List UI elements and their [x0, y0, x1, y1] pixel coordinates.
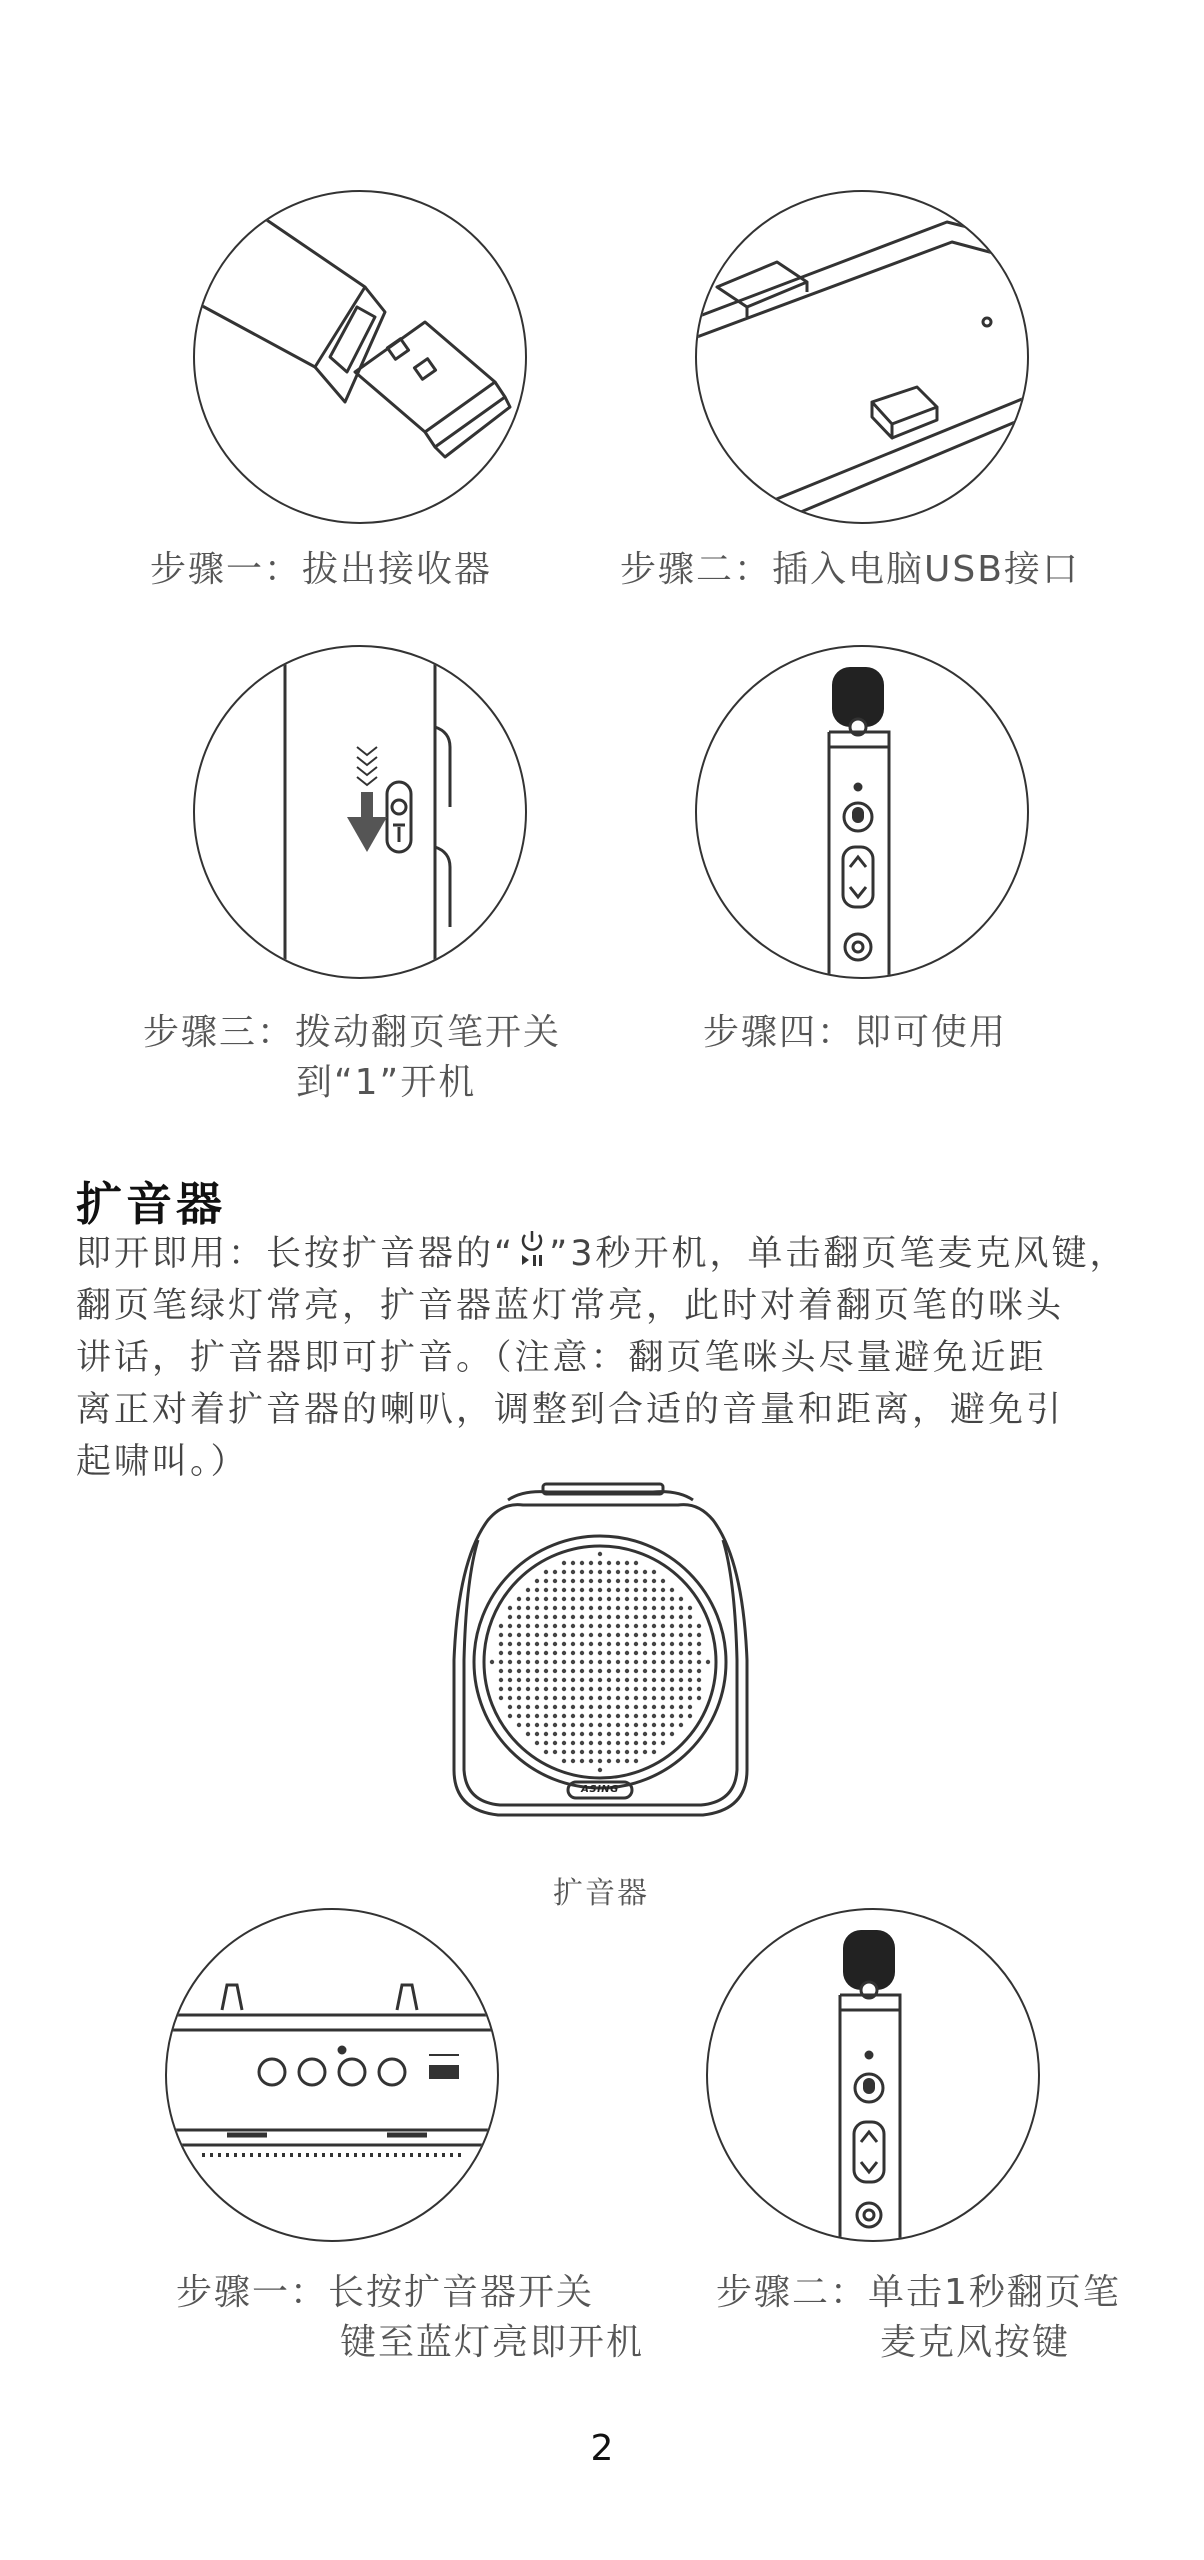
- step1-caption: 步骤一：拔出接收器: [150, 549, 493, 590]
- illustration-press-mic-button: [706, 1908, 1040, 2242]
- page-number: 2: [590, 2428, 614, 2469]
- speaker-label: 扩音器: [553, 1876, 649, 1911]
- section-title: 扩音器: [76, 1177, 226, 1231]
- bottom-step1-caption-line2: 键至蓝灯亮即开机: [340, 2322, 645, 2363]
- instruction-line-1: 即开即用：长按扩音器的“ ”3秒开机，单击翻页笔麦克风键，: [76, 1228, 1136, 1280]
- illustration-insert-usb: [695, 190, 1029, 524]
- bottom-step2-caption-line2: 麦克风按键: [880, 2322, 1071, 2363]
- speaker-device-illustration: [448, 1480, 753, 1840]
- illustration-switch-on: [193, 645, 527, 979]
- bottom-step1-caption-line1: 步骤一：长按扩音器开关: [176, 2272, 595, 2313]
- step2-caption: 步骤二：插入电脑USB接口: [620, 549, 1080, 590]
- step3-caption-line1: 步骤三：拨动翻页笔开关: [143, 1012, 562, 1053]
- instruction-line-4: 离正对着扩音器的喇叭，调整到合适的音量和距离，避免引: [76, 1390, 1065, 1430]
- instruction-line-3: 讲话，扩音器即可扩音。（注意：翻页笔咪头尽量避免近距: [76, 1338, 1047, 1378]
- bottom-step2-caption-line1: 步骤二：单击1秒翻页笔: [716, 2272, 1121, 2313]
- instruction-line-2: 翻页笔绿灯常亮，扩音器蓝灯常亮，此时对着翻页笔的咪头: [76, 1286, 1065, 1326]
- speaker-instructions: [76, 1228, 1136, 1488]
- step3-caption-line2: 到“1”开机: [296, 1062, 477, 1103]
- instruction-line-5: 起啸叫。）: [76, 1442, 249, 1482]
- speaker-grille: [490, 1552, 710, 1772]
- step4-caption: 步骤四：即可使用: [703, 1012, 1008, 1053]
- illustration-ready-to-use: [695, 645, 1029, 979]
- illustration-remove-receiver: [193, 190, 527, 524]
- power-play-pause-icon: [515, 1229, 549, 1269]
- illustration-press-power: [165, 1908, 499, 2242]
- brand-logo: ASING: [581, 1784, 619, 1795]
